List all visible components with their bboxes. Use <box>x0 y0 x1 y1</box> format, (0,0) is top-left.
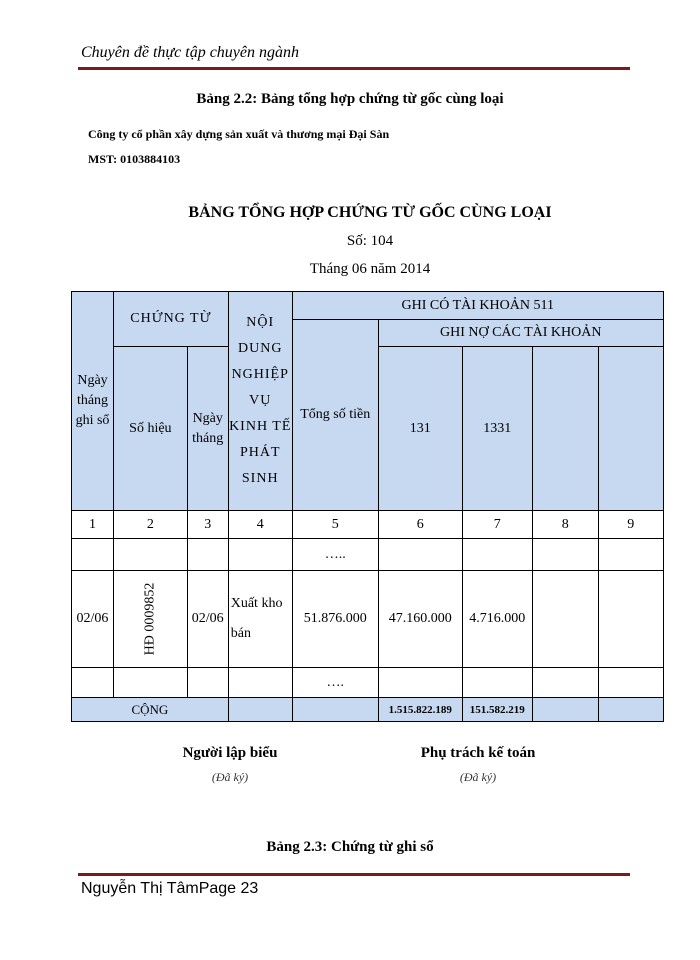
column-number: 6 <box>378 511 462 539</box>
page-footer: Nguyễn Thị TâmPage 23 <box>81 880 259 897</box>
summary-table <box>71 291 664 722</box>
row-voucher-number-cell <box>114 571 188 668</box>
row-voucher-number: HĐ 0009852 <box>142 582 158 656</box>
header-account-empty-1 <box>532 347 598 511</box>
column-number: 4 <box>228 511 292 539</box>
preparer-role: Người lập biểu <box>182 745 278 761</box>
column-number: 2 <box>114 511 188 539</box>
column-number: 5 <box>292 511 378 539</box>
row-total: 51.876.000 <box>292 571 378 668</box>
total-account-1331: 151.582.219 <box>462 698 532 722</box>
document-number: Số: 104 <box>346 233 394 249</box>
header-voucher-date: Ngày tháng <box>187 347 228 511</box>
total-account-131: 1.515.822.189 <box>378 698 462 722</box>
header-voucher-number: Số hiệu <box>114 347 188 511</box>
ellipsis-cell: ….. <box>292 539 378 571</box>
header-voucher: CHỨNG TỪ <box>114 292 229 347</box>
column-number-row <box>72 511 664 539</box>
chief-accountant-role: Phụ trách kế toán <box>420 745 536 761</box>
column-number: 1 <box>72 511 114 539</box>
header-content: NỘI DUNG NGHIỆP VỤ KINH TẾ PHÁT SINH <box>228 292 292 511</box>
row-content: Xuất kho bán <box>228 571 292 668</box>
column-number: 9 <box>598 511 663 539</box>
header-account-131: 131 <box>378 347 462 511</box>
company-tax-code: MST: 0103884103 <box>88 152 181 166</box>
document-title: BẢNG TỔNG HỢP CHỨNG TỪ GỐC CÙNG LOẠI <box>188 204 552 221</box>
header-credit-account: GHI CÓ TÀI KHOẢN 511 <box>292 292 663 320</box>
row-account-1331: 4.716.000 <box>462 571 532 668</box>
page-header-title: Chuyên đề thực tập chuyên ngành <box>81 44 299 61</box>
table-row <box>72 539 664 571</box>
table-caption-2-2: Bảng 2.2: Bảng tổng hợp chứng từ gốc cùng loại <box>196 91 504 107</box>
row-date: 02/06 <box>72 571 114 668</box>
column-number: 3 <box>187 511 228 539</box>
column-number: 7 <box>462 511 532 539</box>
row-voucher-date: 02/06 <box>187 571 228 668</box>
header-date-recorded: Ngày tháng ghi sổ <box>72 292 114 511</box>
header-account-empty-2 <box>598 347 663 511</box>
document-period: Tháng 06 năm 2014 <box>309 261 431 277</box>
chief-accountant-signed-note: (Đã ký) <box>459 770 497 784</box>
header-debit-accounts: GHI NỢ CÁC TÀI KHOẢN <box>378 320 663 347</box>
table-caption-2-3: Bảng 2.3: Chứng từ ghi sổ <box>266 839 434 855</box>
total-label: CỘNG <box>72 698 229 722</box>
company-name: Công ty cổ phần xây dựng sản xuất và thương mại Đại Sàn <box>88 127 390 141</box>
header-rule <box>78 67 630 70</box>
preparer-signed-note: (Đã ký) <box>211 770 249 784</box>
footer-rule <box>78 873 630 876</box>
column-number: 8 <box>532 511 598 539</box>
table-row <box>72 571 664 668</box>
signature-preparer <box>150 745 310 785</box>
table-row <box>72 668 664 698</box>
ellipsis-cell: …. <box>292 668 378 698</box>
row-account-131: 47.160.000 <box>378 571 462 668</box>
signature-chief-accountant <box>398 745 558 785</box>
header-total-amount: Tổng số tiền <box>292 320 378 511</box>
header-account-1331: 1331 <box>462 347 532 511</box>
total-row <box>72 698 664 722</box>
